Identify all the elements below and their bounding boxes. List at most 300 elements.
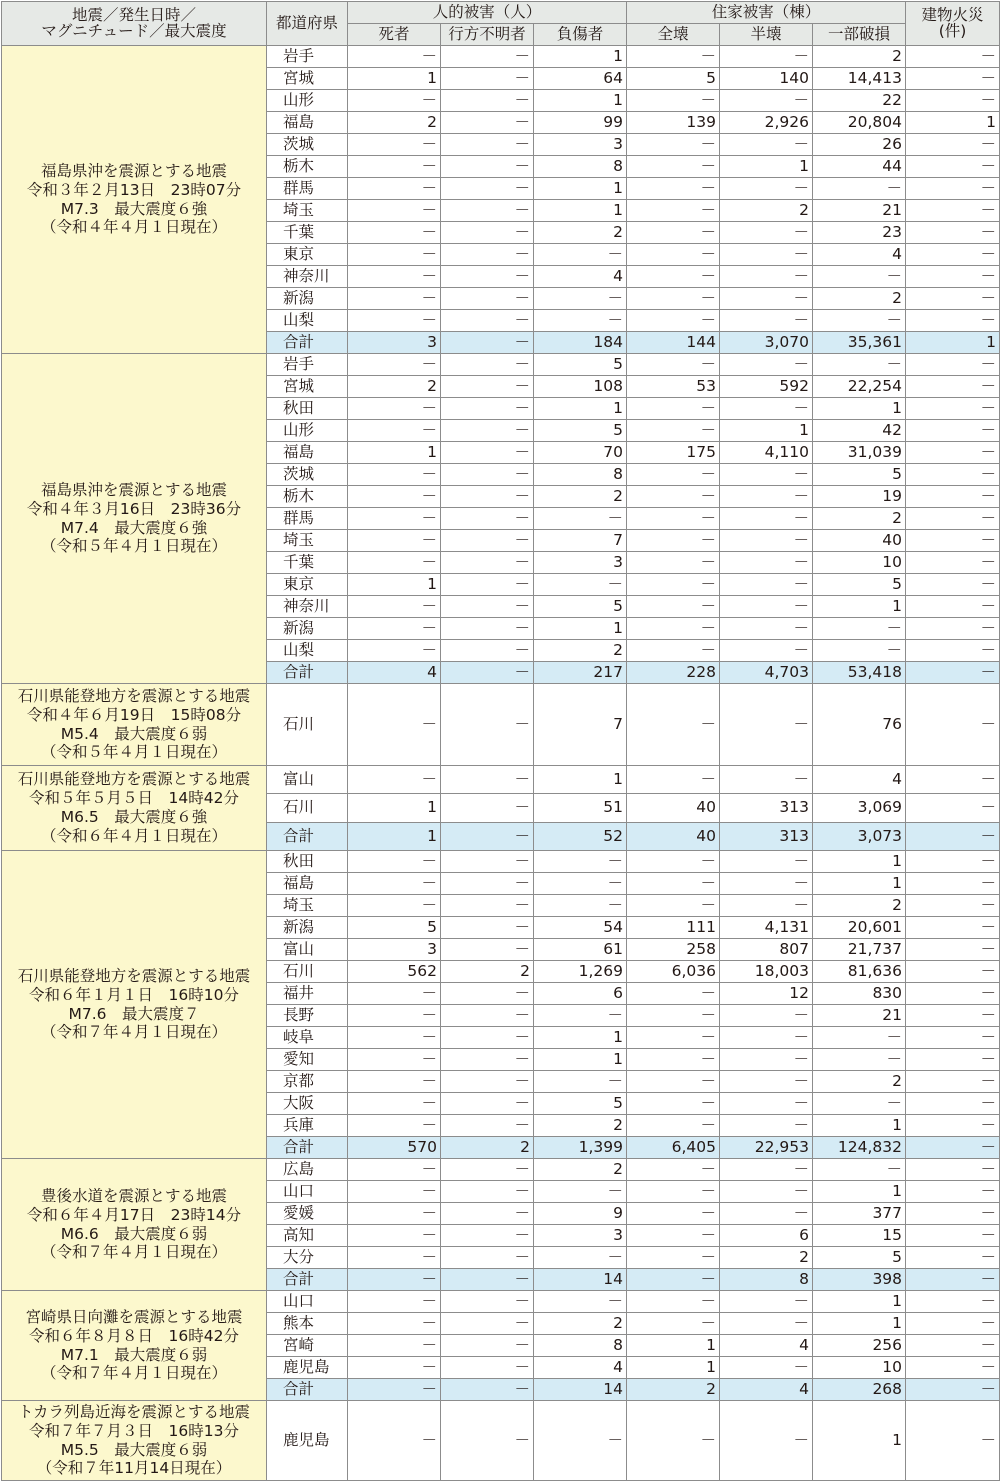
total-collapse-cell: 6,405 — [627, 1137, 720, 1159]
missing-cell: － — [441, 1379, 534, 1401]
prefecture-cell: 東京 — [267, 244, 348, 266]
fire-cell: － — [906, 1401, 1000, 1481]
dead-cell: － — [348, 1115, 441, 1137]
fire-cell: － — [906, 1093, 1000, 1115]
fire-cell: － — [906, 90, 1000, 112]
missing-cell: － — [441, 1247, 534, 1269]
injured-cell: － — [534, 1291, 627, 1313]
total-collapse-cell: 139 — [627, 112, 720, 134]
quake-info-line: 令和５年５月５日 14時42分 — [29, 789, 239, 808]
prefecture-cell: 石川 — [267, 684, 348, 766]
total-collapse-cell: － — [627, 420, 720, 442]
total-collapse-cell: 1 — [627, 1335, 720, 1357]
half-collapse-cell: － — [720, 46, 813, 68]
missing-cell: － — [441, 508, 534, 530]
missing-cell: － — [441, 266, 534, 288]
missing-cell: － — [441, 200, 534, 222]
fire-cell: － — [906, 895, 1000, 917]
fire-cell: － — [906, 266, 1000, 288]
fire-cell: － — [906, 508, 1000, 530]
prefecture-cell: 福井 — [267, 983, 348, 1005]
total-collapse-cell: － — [627, 1401, 720, 1481]
half-collapse-cell: － — [720, 1049, 813, 1071]
injured-cell: 8 — [534, 156, 627, 178]
half-collapse-cell: － — [720, 486, 813, 508]
prefecture-cell: 兵庫 — [267, 1115, 348, 1137]
injured-cell: 2 — [534, 1115, 627, 1137]
total-collapse-cell: － — [627, 1269, 720, 1291]
quake-info-line: 石川県能登地方を震源とする地震 — [17, 770, 251, 789]
missing-cell: － — [441, 1027, 534, 1049]
partial-damage-cell: 10 — [813, 552, 906, 574]
injured-cell: － — [534, 574, 627, 596]
prefecture-cell: 山口 — [267, 1181, 348, 1203]
half-collapse-cell: － — [720, 222, 813, 244]
total-collapse-cell: － — [627, 200, 720, 222]
injured-cell: 9 — [534, 1203, 627, 1225]
quake-info-line: M7.1 最大震度６弱 — [60, 1345, 208, 1364]
half-collapse-cell: － — [720, 1291, 813, 1313]
dead-cell: 2 — [348, 376, 441, 398]
missing-cell: － — [441, 1269, 534, 1291]
partial-damage-cell: 4 — [813, 766, 906, 794]
half-collapse-cell: － — [720, 398, 813, 420]
partial-damage-cell: － — [813, 354, 906, 376]
dead-cell: － — [348, 90, 441, 112]
half-collapse-cell: 4,131 — [720, 917, 813, 939]
injured-cell: － — [534, 1071, 627, 1093]
total-collapse-cell: － — [627, 1093, 720, 1115]
total-collapse-cell: － — [627, 1225, 720, 1247]
fire-cell: － — [906, 1049, 1000, 1071]
fire-cell: － — [906, 1357, 1000, 1379]
prefecture-cell: 宮崎 — [267, 1335, 348, 1357]
fire-cell: － — [906, 917, 1000, 939]
total-label: 合計 — [267, 823, 348, 851]
partial-damage-cell: 398 — [813, 1269, 906, 1291]
half-collapse-cell: 12 — [720, 983, 813, 1005]
prefecture-cell: 埼玉 — [267, 200, 348, 222]
partial-damage-cell: 14,413 — [813, 68, 906, 90]
prefecture-cell: 群馬 — [267, 178, 348, 200]
dead-cell: － — [348, 1379, 441, 1401]
total-collapse-cell: － — [627, 1181, 720, 1203]
missing-cell: － — [441, 1115, 534, 1137]
half-collapse-cell: － — [720, 552, 813, 574]
injured-cell: 108 — [534, 376, 627, 398]
injured-cell: 5 — [534, 354, 627, 376]
partial-damage-cell: 3,069 — [813, 794, 906, 823]
quake-info-line: M6.5 最大震度６強 — [60, 808, 208, 826]
total-collapse-cell: － — [627, 983, 720, 1005]
half-collapse-cell: 313 — [720, 794, 813, 823]
total-collapse-cell: － — [627, 684, 720, 766]
missing-cell: － — [441, 766, 534, 794]
total-collapse-cell: － — [627, 288, 720, 310]
missing-cell: 2 — [441, 1137, 534, 1159]
partial-damage-cell: 5 — [813, 574, 906, 596]
quake-info-line: （令和７年４月１日現在） — [40, 1023, 227, 1042]
prefecture-cell: 秋田 — [267, 851, 348, 873]
table-row — [2, 684, 1000, 766]
missing-cell: － — [441, 530, 534, 552]
dead-cell: － — [348, 618, 441, 640]
fire-cell: － — [906, 1313, 1000, 1335]
table-row — [2, 1401, 1000, 1481]
total-collapse-cell: － — [627, 574, 720, 596]
total-collapse-cell: － — [627, 134, 720, 156]
total-collapse-cell: － — [627, 46, 720, 68]
half-collapse-cell: － — [720, 873, 813, 895]
fire-cell: － — [906, 794, 1000, 823]
half-collapse-cell: 2 — [720, 1247, 813, 1269]
total-collapse-cell: 111 — [627, 917, 720, 939]
partial-damage-cell: 22,254 — [813, 376, 906, 398]
fire-cell: － — [906, 486, 1000, 508]
half-collapse-cell: － — [720, 1313, 813, 1335]
total-collapse-cell: 53 — [627, 376, 720, 398]
missing-cell: 2 — [441, 961, 534, 983]
dead-cell: － — [348, 1357, 441, 1379]
half-collapse-cell: － — [720, 288, 813, 310]
fire-cell: 1 — [906, 112, 1000, 134]
fire-cell: － — [906, 574, 1000, 596]
half-collapse-cell: 22,953 — [720, 1137, 813, 1159]
injured-cell: 1 — [534, 1049, 627, 1071]
total-collapse-cell: － — [627, 1027, 720, 1049]
table-row — [2, 354, 1000, 376]
half-collapse-cell: － — [720, 618, 813, 640]
missing-cell: － — [441, 68, 534, 90]
dead-cell: － — [348, 1159, 441, 1181]
quake-info-line: 石川県能登地方を震源とする地震 — [17, 686, 251, 705]
partial-damage-cell: 1 — [813, 1181, 906, 1203]
quake-info-line: （令和７年11月14日現在） — [36, 1459, 232, 1478]
prefecture-cell: 神奈川 — [267, 266, 348, 288]
missing-cell: － — [441, 332, 534, 354]
partial-damage-cell: 20,601 — [813, 917, 906, 939]
injured-cell: 1 — [534, 1027, 627, 1049]
partial-damage-cell: 5 — [813, 464, 906, 486]
prefecture-cell: 千葉 — [267, 222, 348, 244]
prefecture-cell: 栃木 — [267, 156, 348, 178]
injured-cell: 4 — [534, 1357, 627, 1379]
half-collapse-cell: － — [720, 1401, 813, 1481]
injured-cell: 70 — [534, 442, 627, 464]
prefecture-cell: 岩手 — [267, 354, 348, 376]
missing-cell: － — [441, 684, 534, 766]
missing-cell: － — [441, 1335, 534, 1357]
partial-damage-cell: 3,073 — [813, 823, 906, 851]
total-label: 合計 — [267, 332, 348, 354]
partial-damage-cell: 21 — [813, 200, 906, 222]
total-collapse-cell: － — [627, 766, 720, 794]
quake-info-line: （令和５年４月１日現在） — [40, 743, 227, 762]
dead-cell: － — [348, 354, 441, 376]
dead-cell: － — [348, 1225, 441, 1247]
quake-info-line: M5.4 最大震度６弱 — [60, 724, 208, 743]
injured-cell: 7 — [534, 684, 627, 766]
injured-cell: － — [534, 310, 627, 332]
half-collapse-cell: 140 — [720, 68, 813, 90]
partial-damage-cell: 42 — [813, 420, 906, 442]
missing-cell: － — [441, 823, 534, 851]
missing-cell: － — [441, 618, 534, 640]
partial-damage-cell: 76 — [813, 684, 906, 766]
dead-cell: － — [348, 464, 441, 486]
total-collapse-cell: － — [627, 156, 720, 178]
dead-cell: － — [348, 508, 441, 530]
missing-cell: － — [441, 46, 534, 68]
partial-damage-cell: 1 — [813, 1115, 906, 1137]
fire-cell: － — [906, 354, 1000, 376]
injured-cell: 64 — [534, 68, 627, 90]
missing-cell: － — [441, 486, 534, 508]
dead-cell: － — [348, 596, 441, 618]
missing-cell: － — [441, 398, 534, 420]
partial-damage-cell: 31,039 — [813, 442, 906, 464]
dead-cell: 1 — [348, 574, 441, 596]
header-fire — [906, 2, 1000, 46]
prefecture-cell: 山形 — [267, 420, 348, 442]
injured-cell: 1,399 — [534, 1137, 627, 1159]
partial-damage-cell: 268 — [813, 1379, 906, 1401]
fire-cell: － — [906, 1137, 1000, 1159]
fire-cell: － — [906, 68, 1000, 90]
prefecture-cell: 愛媛 — [267, 1203, 348, 1225]
total-collapse-cell: － — [627, 1005, 720, 1027]
partial-damage-cell: 15 — [813, 1225, 906, 1247]
total-collapse-cell: 5 — [627, 68, 720, 90]
total-collapse-cell: － — [627, 895, 720, 917]
fire-cell: － — [906, 244, 1000, 266]
header-quake-line-1: 地震／発生日時／ — [71, 6, 196, 24]
earthquake-damage-table — [1, 1, 1000, 1481]
dead-cell: － — [348, 1335, 441, 1357]
dead-cell: － — [348, 983, 441, 1005]
header-fire-line-2: (件) — [938, 21, 967, 40]
half-collapse-cell: 4 — [720, 1335, 813, 1357]
total-collapse-cell: － — [627, 596, 720, 618]
injured-cell: 3 — [534, 552, 627, 574]
half-collapse-cell: 3,070 — [720, 332, 813, 354]
missing-cell: － — [441, 112, 534, 134]
missing-cell: － — [441, 310, 534, 332]
half-collapse-cell: － — [720, 1181, 813, 1203]
missing-cell: － — [441, 1093, 534, 1115]
prefecture-cell: 神奈川 — [267, 596, 348, 618]
total-collapse-cell: 1 — [627, 1357, 720, 1379]
prefecture-cell: 千葉 — [267, 552, 348, 574]
total-collapse-cell: － — [627, 266, 720, 288]
half-collapse-cell: 2 — [720, 200, 813, 222]
prefecture-cell: 岩手 — [267, 46, 348, 68]
half-collapse-cell: － — [720, 530, 813, 552]
missing-cell: － — [441, 442, 534, 464]
half-collapse-cell: 2,926 — [720, 112, 813, 134]
prefecture-cell: 宮城 — [267, 68, 348, 90]
partial-damage-cell: 1 — [813, 1401, 906, 1481]
prefecture-cell: 広島 — [267, 1159, 348, 1181]
half-collapse-cell: － — [720, 178, 813, 200]
half-collapse-cell: － — [720, 574, 813, 596]
injured-cell: 1 — [534, 178, 627, 200]
fire-cell: － — [906, 1335, 1000, 1357]
total-collapse-cell: － — [627, 244, 720, 266]
dead-cell: － — [348, 46, 441, 68]
prefecture-cell: 富山 — [267, 766, 348, 794]
partial-damage-cell: 1 — [813, 1291, 906, 1313]
prefecture-cell: 愛知 — [267, 1049, 348, 1071]
partial-damage-cell: 124,832 — [813, 1137, 906, 1159]
half-collapse-cell: － — [720, 1357, 813, 1379]
injured-cell: 3 — [534, 134, 627, 156]
quake-info-cell — [2, 1401, 267, 1481]
injured-cell: － — [534, 1247, 627, 1269]
missing-cell: － — [441, 939, 534, 961]
quake-info-line: M7.6 最大震度７ — [68, 1004, 200, 1023]
half-collapse-cell: 6 — [720, 1225, 813, 1247]
missing-cell: － — [441, 917, 534, 939]
total-collapse-cell: 40 — [627, 823, 720, 851]
missing-cell: － — [441, 1005, 534, 1027]
dead-cell: － — [348, 288, 441, 310]
total-collapse-cell: － — [627, 310, 720, 332]
prefecture-cell: 熊本 — [267, 1313, 348, 1335]
fire-cell: － — [906, 640, 1000, 662]
fire-cell: － — [906, 684, 1000, 766]
prefecture-cell: 新潟 — [267, 288, 348, 310]
injured-cell: 14 — [534, 1379, 627, 1401]
missing-cell: － — [441, 851, 534, 873]
fire-cell: － — [906, 464, 1000, 486]
dead-cell: － — [348, 1027, 441, 1049]
fire-cell: － — [906, 376, 1000, 398]
partial-damage-cell: 2 — [813, 46, 906, 68]
table-row — [2, 1291, 1000, 1313]
partial-damage-cell: 44 — [813, 156, 906, 178]
dead-cell: － — [348, 1005, 441, 1027]
dead-cell: － — [348, 1247, 441, 1269]
total-collapse-cell: － — [627, 486, 720, 508]
dead-cell: 570 — [348, 1137, 441, 1159]
dead-cell: － — [348, 244, 441, 266]
injured-cell: 217 — [534, 662, 627, 684]
dead-cell: － — [348, 1269, 441, 1291]
prefecture-cell: 埼玉 — [267, 530, 348, 552]
table-row — [2, 766, 1000, 794]
missing-cell: － — [441, 354, 534, 376]
total-collapse-cell: － — [627, 508, 720, 530]
dead-cell: － — [348, 1203, 441, 1225]
injured-cell: － — [534, 508, 627, 530]
dead-cell: － — [348, 178, 441, 200]
dead-cell: 3 — [348, 332, 441, 354]
partial-damage-cell: 22 — [813, 90, 906, 112]
dead-cell: 5 — [348, 917, 441, 939]
partial-damage-cell: 40 — [813, 530, 906, 552]
half-collapse-cell: － — [720, 244, 813, 266]
half-collapse-cell: 8 — [720, 1269, 813, 1291]
partial-damage-cell: 2 — [813, 508, 906, 530]
prefecture-cell: 岐阜 — [267, 1027, 348, 1049]
half-collapse-cell: － — [720, 684, 813, 766]
prefecture-cell: 宮城 — [267, 376, 348, 398]
dead-cell: － — [348, 222, 441, 244]
missing-cell: － — [441, 552, 534, 574]
quake-info-line: 令和６年４月17日 23時14分 — [26, 1205, 242, 1224]
missing-cell: － — [441, 464, 534, 486]
fire-cell: － — [906, 1379, 1000, 1401]
injured-cell: 1,269 — [534, 961, 627, 983]
total-collapse-cell: 2 — [627, 1379, 720, 1401]
prefecture-cell: 茨城 — [267, 134, 348, 156]
dead-cell: － — [348, 1093, 441, 1115]
partial-damage-cell: 2 — [813, 1071, 906, 1093]
fire-cell: － — [906, 851, 1000, 873]
prefecture-cell: 京都 — [267, 1071, 348, 1093]
missing-cell: － — [441, 873, 534, 895]
injured-cell: 54 — [534, 917, 627, 939]
partial-damage-cell: 1 — [813, 1313, 906, 1335]
fire-cell: － — [906, 46, 1000, 68]
missing-cell: － — [441, 288, 534, 310]
quake-info-line: トカラ列島近海を震源とする地震 — [17, 1402, 251, 1421]
partial-damage-cell: － — [813, 1049, 906, 1071]
dead-cell: 1 — [348, 823, 441, 851]
dead-cell: － — [348, 766, 441, 794]
injured-cell: 2 — [534, 1159, 627, 1181]
dead-cell: － — [348, 552, 441, 574]
prefecture-cell: 群馬 — [267, 508, 348, 530]
total-collapse-cell: － — [627, 464, 720, 486]
missing-cell: － — [441, 1357, 534, 1379]
injured-cell: － — [534, 1181, 627, 1203]
prefecture-cell: 山形 — [267, 90, 348, 112]
injured-cell: 1 — [534, 200, 627, 222]
injured-cell: 8 — [534, 464, 627, 486]
total-collapse-cell: 6,036 — [627, 961, 720, 983]
missing-cell: － — [441, 1291, 534, 1313]
half-collapse-cell: － — [720, 310, 813, 332]
prefecture-cell: 大阪 — [267, 1093, 348, 1115]
fire-cell: － — [906, 1115, 1000, 1137]
dead-cell: － — [348, 134, 441, 156]
fire-cell: － — [906, 156, 1000, 178]
dead-cell: － — [348, 200, 441, 222]
quake-info-line: 令和６年１月１日 16時10分 — [29, 985, 239, 1004]
partial-damage-cell: 830 — [813, 983, 906, 1005]
prefecture-cell: 山梨 — [267, 640, 348, 662]
dead-cell: 1 — [348, 442, 441, 464]
dead-cell: － — [348, 1071, 441, 1093]
injured-cell: 6 — [534, 983, 627, 1005]
prefecture-cell: 長野 — [267, 1005, 348, 1027]
dead-cell: － — [348, 530, 441, 552]
header-prefecture: 都道府県 — [267, 2, 348, 46]
prefecture-cell: 富山 — [267, 939, 348, 961]
missing-cell: － — [441, 983, 534, 1005]
half-collapse-cell: 313 — [720, 823, 813, 851]
half-collapse-cell: － — [720, 851, 813, 873]
quake-info-cell — [2, 46, 267, 354]
injured-cell: 99 — [534, 112, 627, 134]
header-quake — [2, 2, 267, 46]
injured-cell: 5 — [534, 596, 627, 618]
dead-cell: － — [348, 684, 441, 766]
partial-damage-cell: 4 — [813, 244, 906, 266]
missing-cell: － — [441, 156, 534, 178]
